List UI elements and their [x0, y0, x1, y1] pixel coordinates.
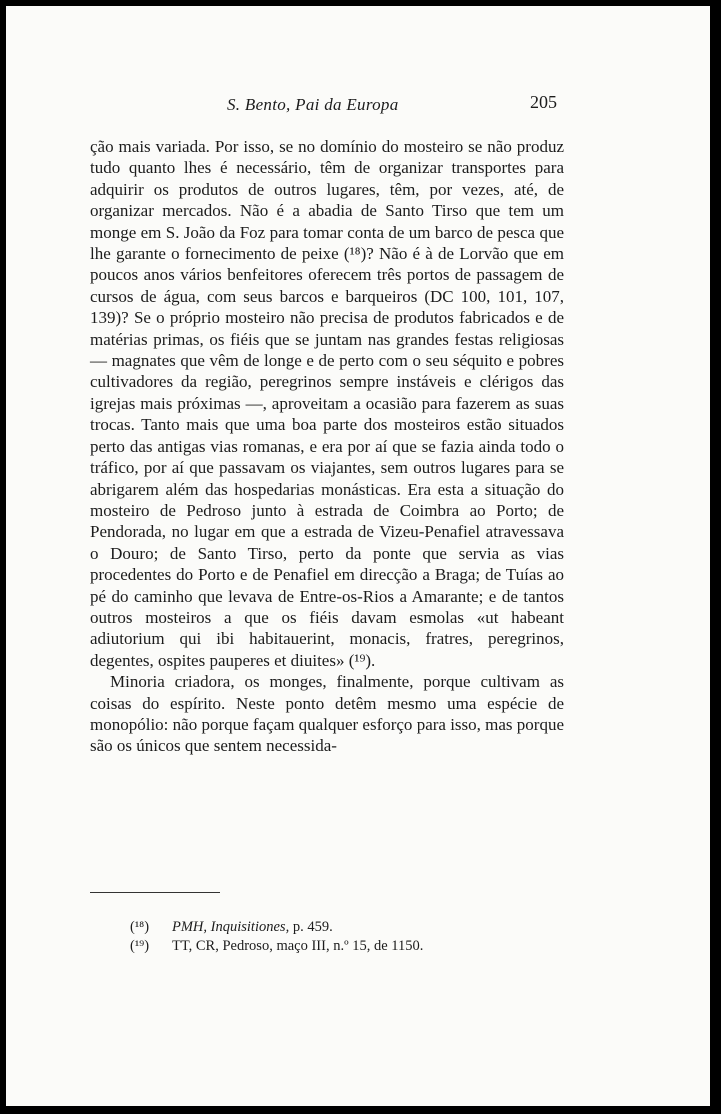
footnote-18 — [130, 918, 570, 937]
footnote-mark: (¹⁸) — [130, 919, 150, 935]
footnote-detail: p. 459. — [292, 919, 333, 935]
book-page — [6, 6, 710, 1106]
footnote-rule — [90, 892, 220, 893]
page-header — [6, 92, 710, 116]
footnotes — [130, 918, 570, 956]
footnote-mark: (¹⁹) — [130, 938, 150, 954]
paragraph: Minoria criadora, os monges, finalmente, porque cultivam as coisas do espírito. Neste ponto detêm mesmo uma espécie de monopólio: não porque façam qualquer esforço para isso, mas porque são os únicos que sentem necessida- — [90, 672, 564, 756]
paragraph: ção mais variada. Por isso, se no domínio do mosteiro se não produz tudo quanto lhes é necessário, têm de organizar transportes para adquirir os produtos de outros lugares, têm, por vezes, até, de organizar mercados. Não é a abadia de Santo Tirso que tem um monge em S. João da Foz para tomar conta de um barco de pesca que lhe garante o fornecimento de peixe (¹⁸)? Não é à de Lorvão que em poucos anos vários benfeitores oferecem três portos de passagem de cursos de água, com seus barcos e barqueiros (DC 100, 101, 107, 139)? Se o próprio mosteiro não precisa de produtos fabricados e de matérias primas, os fiéis que se juntam nas grandes festas religiosas — magnates que vêm de longe e de perto com o seu séquito e pobres cultivadores da região, peregrinos sempre instáveis e clérigos das igrejas mais próximas —, aproveitam a ocasião para fazerem as suas trocas. Tanto mais que uma boa parte dos mosteiros estão situados perto das antigas vias romanas, e era por aí que se fazia ainda todo o tráfico, por aí que passavam os viajantes, sem outros lugares para se abrigarem além das hospedarias monásticas. Era esta a situação do mosteiro de Pedroso junto à estrada de Coimbra ao Porto; de Pendorada, no lugar em que a estrada de Vizeu-Penafiel atravessava o Douro; de Santo Tirso, perto da ponte que servia as vias procedentes do Porto e de Penafiel em direcção a Braga; de Tuías ao pé do caminho que levava de Entre-os-Rios a Amarante; e de tantos outros mosteiros a que os fiéis davam esmolas «ut habeant adiutorium qui ibi habitauerint, monacis, fratres, peregrinos, degentes, ospites pauperes et diuites» (¹⁹). — [90, 137, 564, 670]
page-number: 205 — [530, 92, 557, 112]
footnote-19 — [130, 937, 570, 956]
footnote-detail: TT, CR, Pedroso, maço III, n.º 15, de 1150. — [172, 938, 424, 954]
running-title: S. Bento, Pai da Europa — [227, 95, 399, 114]
body-text — [90, 136, 564, 757]
footnote-source: PMH, Inquisitiones, — [172, 919, 290, 935]
